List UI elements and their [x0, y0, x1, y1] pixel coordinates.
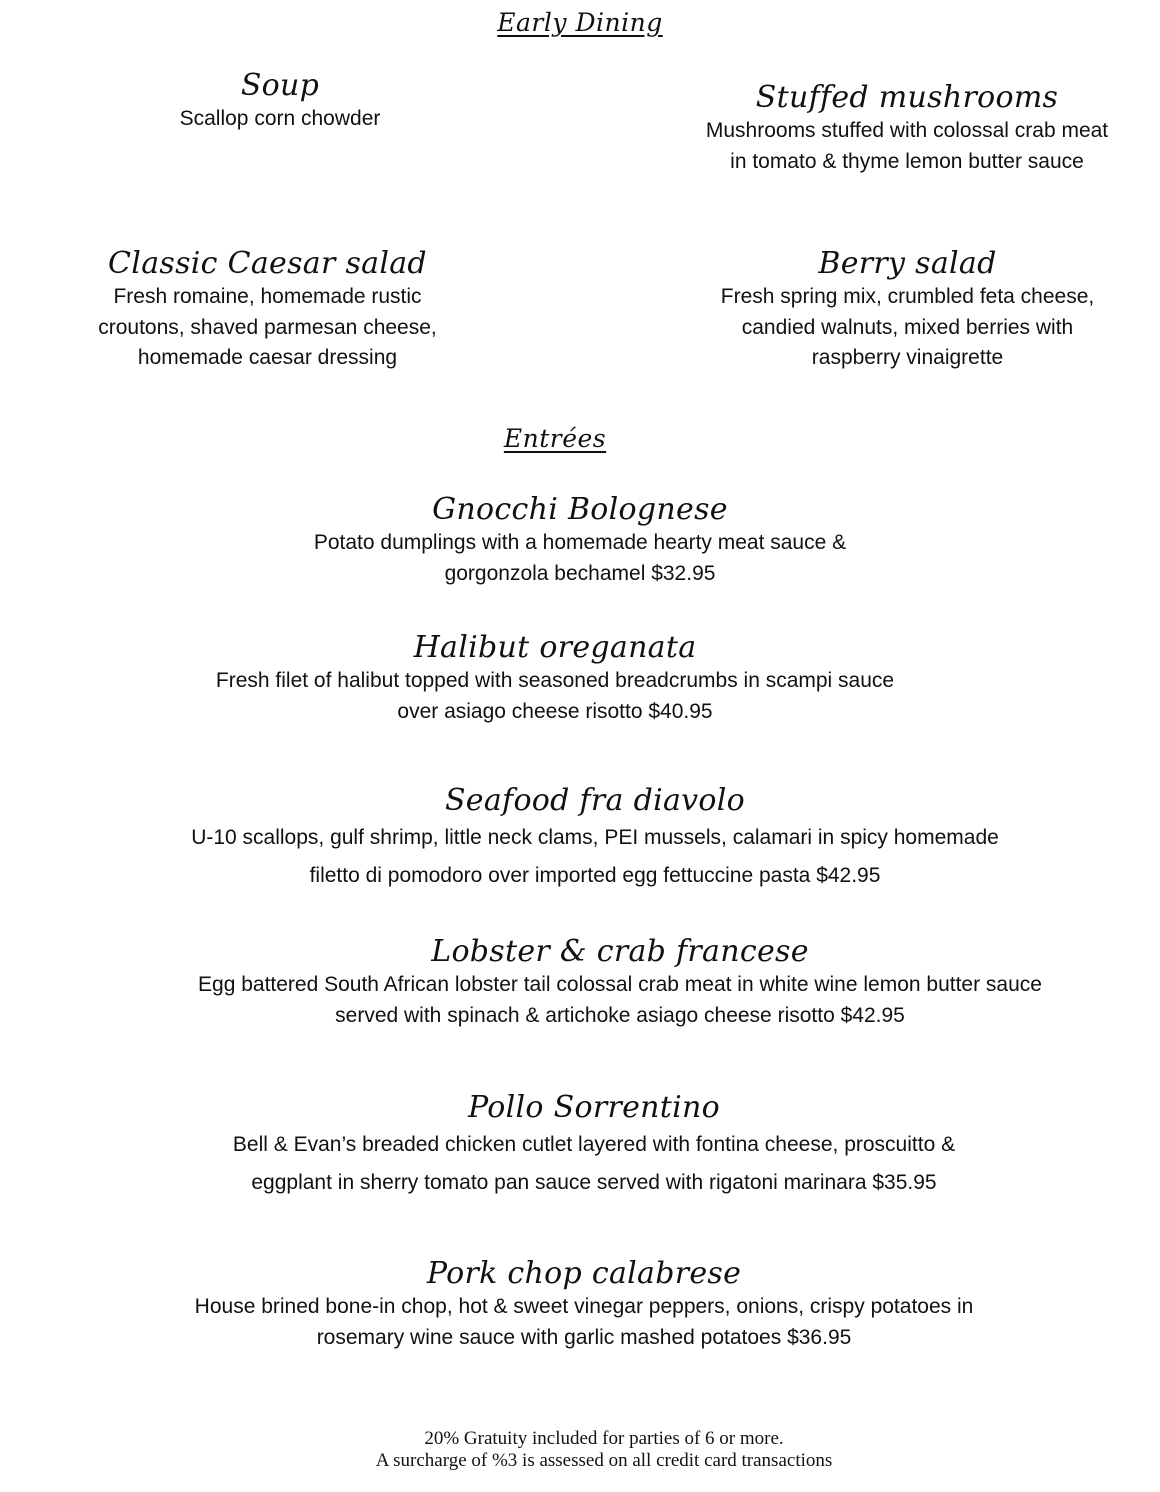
- menu-item-halibut-oreganata: [0, 630, 1135, 727]
- dish-description-line: Bell & Evan’s breaded chicken cutlet layered with fontina cheese, proscuitto &: [232, 1133, 956, 1156]
- entrees-heading: Entrées: [503, 424, 607, 453]
- early-dining-heading: Early Dining: [497, 8, 663, 37]
- dish-description-line: U-10 scallops, gulf shrimp, little neck clams, PEI mussels, calamari in spicy homemade: [191, 826, 999, 849]
- dish-description-line: served with spinach & artichoke asiago cheese risotto $42.95: [335, 1003, 905, 1027]
- dish-description: [40, 970, 1160, 1031]
- menu-item-pollo-sorrentino: [14, 1090, 1160, 1202]
- dish-name: Stuffed mushrooms: [755, 80, 1059, 115]
- dish-description: Fresh spring mix, crumbled feta cheese, candied walnuts, mixed berries with raspberry vinaigrette: [720, 285, 1095, 369]
- menu-item-gnocchi-bolognese: [0, 492, 1160, 589]
- dish-description-line: eggplant in sherry tomato pan sauce served with rigatoni marinara $35.95: [251, 1171, 937, 1194]
- dish-description: [4, 1292, 1160, 1353]
- menu-item-soup: [80, 68, 480, 135]
- dish-description-line: gorgonzola bechamel $32.95: [444, 561, 716, 585]
- dish-description: Mushrooms stuffed with colossal crab meat in tomato & thyme lemon butter sauce: [705, 119, 1109, 173]
- gratuity-note: 20% Gratuity included for parties of 6 or more.: [424, 1428, 784, 1449]
- dish-name: Pollo Sorrentino: [467, 1090, 721, 1125]
- dish-description-line: rosemary wine sauce with garlic mashed potatoes $36.95: [316, 1325, 852, 1349]
- footer-notes: [24, 1428, 1160, 1472]
- dish-description-line: Potato dumplings with a homemade hearty meat sauce &: [313, 531, 847, 554]
- dish-description-line: filetto di pomodoro over imported egg fettuccine pasta $42.95: [309, 864, 881, 887]
- dish-description: [15, 819, 1160, 895]
- dish-name: Soup: [240, 68, 320, 103]
- dish-name: Lobster & crab francese: [431, 934, 809, 969]
- dish-name: Halibut oreganata: [413, 630, 697, 665]
- surcharge-note: A surcharge of %3 is assessed on all credit card transactions: [375, 1450, 833, 1471]
- dish-description: [0, 528, 1160, 589]
- dish-description-line: House brined bone-in chop, hot & sweet vinegar peppers, onions, crispy potatoes in: [194, 1295, 974, 1318]
- menu-item-lobster-crab-francese: [40, 934, 1160, 1031]
- dish-description-line: over asiago cheese risotto $40.95: [397, 699, 713, 723]
- menu-item-pork-chop-calabrese: [4, 1256, 1160, 1353]
- dish-name: Seafood fra diavolo: [444, 783, 746, 818]
- dish-description-line: Fresh filet of halibut topped with seasoned breadcrumbs in scampi sauce: [215, 669, 895, 692]
- dish-description: Scallop corn chowder: [179, 107, 381, 130]
- menu-item-caesar-salad: [70, 246, 465, 374]
- dish-description: [0, 666, 1135, 727]
- menu-item-seafood-fra-diavolo: [15, 783, 1160, 895]
- dish-description: Fresh romaine, homemade rustic croutons, shaved parmesan cheese, homemade caesar dressing: [98, 285, 437, 369]
- menu-item-berry-salad: [700, 246, 1115, 374]
- dish-name: Pork chop calabrese: [426, 1256, 742, 1291]
- dish-name: Berry salad: [818, 246, 997, 281]
- menu-item-stuffed-mushrooms: [702, 80, 1112, 177]
- dish-description: [14, 1126, 1160, 1202]
- dish-name: Classic Caesar salad: [108, 246, 427, 281]
- dish-description-line: Egg battered South African lobster tail colossal crab meat in white wine lemon butter sauce: [198, 973, 1042, 996]
- dish-name: Gnocchi Bolognese: [432, 492, 728, 527]
